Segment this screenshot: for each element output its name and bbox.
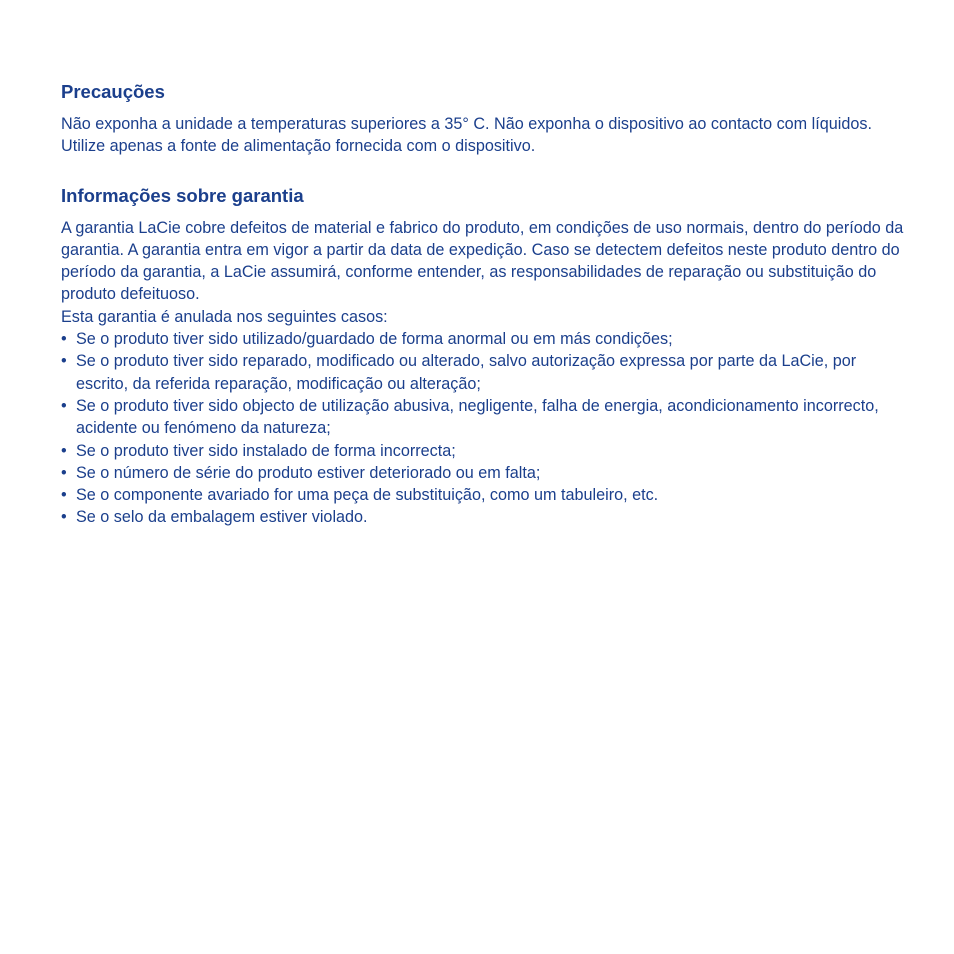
bullet-icon: • [61, 463, 67, 482]
list-item [61, 350, 911, 395]
warranty-section [61, 184, 911, 529]
list-item-text: Se o número de série do produto estiver deteriorado ou em falta; [76, 463, 541, 482]
warranty-heading: Informações sobre garantia [61, 184, 304, 206]
list-item-text: Se o produto tiver sido utilizado/guardado de forma anormal ou em más condições; [76, 330, 673, 349]
list-item [61, 462, 911, 484]
precautions-text: Não exponha a unidade a temperaturas superiores a 35° C. Não exponha o dispositivo ao contacto com líquidos. Utilize apenas a fonte de alimentação fornecida com o dispositivo. [61, 115, 872, 156]
bullet-icon: • [61, 352, 67, 371]
precautions-section [61, 80, 911, 158]
list-item [61, 395, 911, 440]
list-item-text: Se o produto tiver sido objecto de utilização abusiva, negligente, falha de energia, acondicionamento incorrecto, acidente ou fenómeno da natureza; [76, 396, 879, 438]
warranty-void-intro: Esta garantia é anulada nos seguintes casos: [61, 307, 388, 326]
list-item-text: Se o componente avariado for uma peça de substituição, como um tabuleiro, etc. [76, 486, 659, 505]
list-item [61, 440, 911, 462]
list-item-text: Se o produto tiver sido reparado, modificado ou alterado, salvo autorização expressa por parte da LaCie, por escrito, da referida reparação, modificação ou alteração; [76, 352, 857, 393]
bullet-icon: • [61, 486, 67, 505]
bullet-icon: • [61, 508, 67, 527]
list-item [61, 328, 911, 350]
bullet-icon: • [61, 396, 67, 415]
warranty-intro: A garantia LaCie cobre defeitos de material e fabrico do produto, em condições de uso normais, dentro do período da garantia. A garantia entra em vigor a partir da data de expedição. Caso se detectem defeitos neste produto dentro do período da garantia, a LaCie assumirá, conforme entender, as responsabilidades de reparação ou substituição do produto defeituoso. [61, 218, 904, 304]
list-item [61, 484, 911, 506]
precautions-heading: Precauções [61, 81, 165, 102]
bullet-icon: • [61, 441, 67, 460]
list-item-text: Se o produto tiver sido instalado de forma incorrecta; [76, 441, 456, 460]
warranty-void-list [61, 328, 911, 529]
list-item-text: Se o selo da embalagem estiver violado. [76, 508, 368, 527]
document-page [61, 80, 911, 529]
list-item [61, 506, 911, 528]
bullet-icon: • [61, 330, 67, 349]
